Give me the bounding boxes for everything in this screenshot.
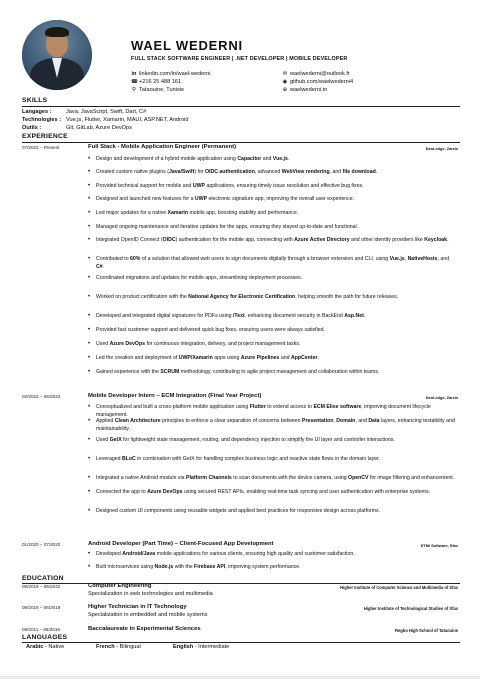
education-heading: EDUCATION: [22, 575, 64, 582]
contact-email[interactable]: ✉ waelwederni@outlook.fr: [282, 71, 350, 77]
profile-photo: [22, 20, 92, 90]
job-dates: 01/2020 – 07/2020: [22, 542, 61, 547]
job-bullet: • Integrated a native Android module via Platform Channels to scan documents with the device camera, using OpenCV for image filtering and enhancement.: [96, 475, 458, 483]
language-item: English - Intermediate: [173, 644, 230, 650]
experience-heading: EXPERIENCE: [22, 133, 68, 140]
languages-heading: LANGUAGES: [22, 634, 68, 641]
section-divider: [22, 142, 460, 143]
job-bullet: • Contributed to 60% of a solution that allowed web users to sign documents digitally through a browser extension and CLI, using Vue.js, NativeHosts, and C#.: [96, 256, 458, 272]
edu-dates: 09/2016 – 06/2019: [22, 605, 61, 610]
job-bullet: • Developed and integrated digital signatures for PDFs using iText, enhancing document security in BackEnd Asp.Net.: [96, 313, 458, 321]
edu-school: Higher Institute of Technological Studies of Sfax: [363, 606, 458, 611]
contact-website[interactable]: ⊕ waelwederni.tn: [282, 87, 328, 93]
job-bullet: • Connected the app to Azure DevOps using secured REST APIs, enabling real-time task syncing and user authentication with enterprise systems.: [96, 489, 458, 497]
job-bullet: • Applied Clean Architecture principles to enforce a clear separation of concerns between Presentation, Domain, and Data layers, enhancing testability and maintainability.: [96, 418, 458, 434]
job-bullet: • Led the creation and deployment of UWP/Xamarin apps using Azure Pipelines and AppCenter.: [96, 355, 458, 363]
edu-dates: 09/2019 – 06/2022: [22, 584, 61, 589]
contact-linkedin[interactable]: in linkedin.com/in/wael-wederni: [131, 71, 211, 77]
job-org: ETMI Software, Sfax: [420, 543, 458, 548]
edu-detail: Specialization in embedded and mobile systems: [88, 612, 208, 618]
language-item: French - Bilingual: [96, 644, 141, 650]
section-divider: [22, 106, 460, 107]
edu-degree: Higher Technician in IT Technology: [88, 604, 187, 610]
job-bullet: • Led major updates for a native Xamarin mobile app, boosting stability and performance.: [96, 210, 458, 218]
contact-github[interactable]: ◉ github.com/waelwederni4: [282, 79, 354, 85]
globe-icon: ⊕: [282, 87, 288, 93]
phone-icon: ☎: [131, 79, 138, 85]
edu-dates: 09/2011 – 06/2016: [22, 627, 60, 632]
job-bullet: • Designed custom UI components using reusable widgets and applied best practices for responsive design across platforms.: [96, 508, 458, 516]
job-bullet: • Integrated OpenID Connect (OIDC) authentication for the mobile app, connecting with Azure Active Directory and other identity providers like Keycloak.: [96, 237, 458, 245]
job-role: Android Developer (Part Time) – Client-Focused App Development: [88, 541, 274, 547]
job-bullet: • Conceptualized and built a cross-platform mobile application using Flutter to extend access to ECM Elise software, improving document lifecycle management.: [96, 404, 458, 420]
skill-row: Technologies : Vue.js, Flutter, Xamarin, MAUI, ASP.NET, Android: [22, 117, 189, 123]
contact-location: ⚲ Tataouine, Tunisie: [131, 87, 185, 93]
job-bullet: • Built microservices using Node.js with the Firebase API, improving system performance.: [96, 564, 458, 572]
language-item: Arabic - Native: [26, 644, 65, 650]
job-bullet: • Leveraged BLoC in combination with GetX for handling complex business logic and reactive state flows in the domain layer.: [96, 456, 458, 464]
skills-heading: SKILLS: [22, 97, 48, 104]
candidate-title: FULL STACK SOFTWARE ENGINEER | .NET DEVELOPER | MOBILE DEVELOPER: [131, 56, 348, 62]
job-bullet: • Designed and launched new features for a UWP electronic signature app, improving the overall user experience.: [96, 196, 458, 204]
email-icon: ✉: [282, 71, 288, 77]
job-dates: 02/2022 – 06/2022: [22, 394, 61, 399]
job-bullet: • Provided technical support for mobile and UWP applications, ensuring timely issue resolution and effective bug fixes.: [96, 183, 458, 191]
job-bullet: • Used Azure DevOps for continuous integration, delivery, and project management tasks.: [96, 341, 458, 349]
job-org: NeoLedge, Zarzis: [425, 395, 458, 400]
github-icon: ◉: [282, 79, 288, 85]
job-bullet: • Gained experience with the SCRUM methodology, contributing to agile project management and collaboration within teams.: [96, 369, 458, 377]
job-bullet: • Provided fast customer support and delivered quick bug fixes, ensuring users were always satisfied.: [96, 327, 458, 335]
skill-row: Langages : Java, JavaScript, Swift, Dart, C#: [22, 109, 147, 115]
job-bullet: • Used GetX for lightweight state management, routing, and dependency injection to simplify the UI layer and controller interactions.: [96, 437, 458, 445]
candidate-name: WAEL WEDERNI: [131, 38, 243, 53]
job-role: Mobile Developer Intern – ECM Integration (Final Year Project): [88, 393, 262, 399]
skill-row: Outils : Git, GitLab, Azure DevOps: [22, 125, 132, 131]
job-bullet: • Worked on product certification with the National Agency for Electronic Certification, helping smooth the path for future releases.: [96, 294, 458, 302]
edu-degree: Computer Engineering: [88, 583, 152, 589]
job-org: NeoLedge, Zarzis: [425, 146, 458, 151]
edu-school: Higher Institute of Computer Science and Multimedia of Sfax: [340, 585, 458, 590]
linkedin-icon: in: [131, 71, 137, 77]
edu-degree: Baccalaureate in Experimental Sciences: [88, 626, 201, 632]
job-bullet: • Coordinated migrations and updates for mobile apps, streamlining deployment processes.: [96, 275, 458, 283]
location-icon: ⚲: [131, 87, 137, 93]
job-bullet: • Design and development of a hybrid mobile application using Capacitor and Vue.js.: [96, 156, 458, 164]
job-bullet: • Developed Android/Java mobile applications for various clients, ensuring high quality and customer satisfaction.: [96, 551, 458, 559]
job-bullet: • Managed ongoing maintenance and iterative updates for the apps, ensuring they stayed up-to-date and functional.: [96, 224, 458, 232]
job-role: Full Stack - Mobile Application Engineer (Permanent): [88, 144, 237, 150]
contact-phone[interactable]: ☎ +216 25 488 161: [131, 79, 182, 85]
job-dates: 07/2022 – Present: [22, 145, 60, 150]
job-bullet: • Created custom native plugins (Java/Swift) for OIDC authentication, advanced WebView rendering, and file download.: [96, 169, 458, 177]
edu-detail: Specialization in web technologies and multimedia: [88, 591, 213, 597]
section-divider: [22, 642, 460, 643]
edu-school: Regbo High School of Tataouine: [395, 628, 458, 633]
